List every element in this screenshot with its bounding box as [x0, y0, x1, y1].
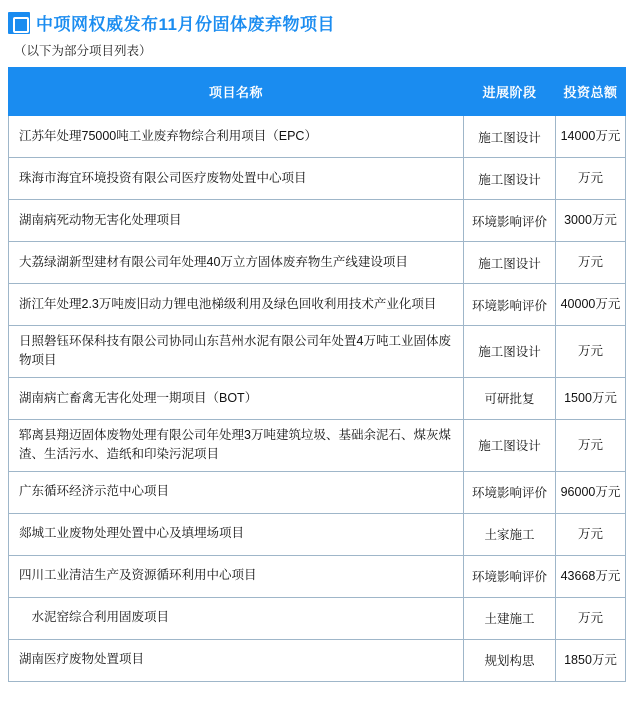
cell-project-name: 湖南病亡畜禽无害化处理一期项目（BOT） [9, 377, 464, 419]
square-badge-icon [8, 12, 30, 34]
cell-project-name: 日照磐钰环保科技有限公司协同山东莒州水泥有限公司年处置4万吨工业固体废物项目 [9, 326, 464, 378]
projects-table [8, 67, 626, 682]
cell-amount: 万元 [556, 326, 626, 378]
cell-amount: 40000万元 [556, 284, 626, 326]
table-header-row [9, 68, 626, 116]
page-header [0, 0, 633, 39]
table-row [9, 242, 626, 284]
cell-stage: 施工图设计 [464, 419, 556, 471]
table-row [9, 639, 626, 681]
cell-project-name: 珠海市海宜环境投资有限公司医疗废物处置中心项目 [9, 158, 464, 200]
cell-project-name: 湖南病死动物无害化处理项目 [9, 200, 464, 242]
cell-stage: 环境影响评价 [464, 200, 556, 242]
cell-amount: 万元 [556, 513, 626, 555]
table-row [9, 419, 626, 471]
cell-stage: 施工图设计 [464, 242, 556, 284]
cell-amount: 万元 [556, 158, 626, 200]
cell-stage: 可研批复 [464, 377, 556, 419]
cell-project-name: 郓离县翔迈固体废物处理有限公司年处理3万吨建筑垃圾、基础余泥石、煤灰煤渣、生活污水、造纸和印染污泥项目 [9, 419, 464, 471]
cell-amount: 万元 [556, 597, 626, 639]
cell-stage: 环境影响评价 [464, 471, 556, 513]
table-row [9, 284, 626, 326]
cell-project-name: 大荔绿湖新型建材有限公司年处理40万立方固体废弃物生产线建设项目 [9, 242, 464, 284]
page-title: 中项网权威发布11月份固体废弃物项目 [36, 15, 335, 34]
cell-stage: 环境影响评价 [464, 284, 556, 326]
cell-amount: 14000万元 [556, 116, 626, 158]
cell-amount: 1850万元 [556, 639, 626, 681]
cell-stage: 施工图设计 [464, 326, 556, 378]
cell-amount: 1500万元 [556, 377, 626, 419]
cell-stage: 施工图设计 [464, 158, 556, 200]
cell-stage: 环境影响评价 [464, 555, 556, 597]
cell-project-name: 水泥窑综合利用固废项目 [9, 597, 464, 639]
cell-project-name: 江苏年处理75000吨工业废弃物综合利用项目（EPC） [9, 116, 464, 158]
table-row [9, 513, 626, 555]
table-row [9, 158, 626, 200]
cell-amount: 3000万元 [556, 200, 626, 242]
cell-project-name: 四川工业清洁生产及资源循环利用中心项目 [9, 555, 464, 597]
table-header [9, 68, 626, 116]
cell-amount: 43668万元 [556, 555, 626, 597]
cell-project-name: 广东循环经济示范中心项目 [9, 471, 464, 513]
table-body [9, 116, 626, 682]
column-header-project-name: 项目名称 [9, 68, 464, 116]
cell-amount: 万元 [556, 419, 626, 471]
table-row [9, 597, 626, 639]
cell-stage: 土家施工 [464, 513, 556, 555]
table-row [9, 377, 626, 419]
cell-amount: 96000万元 [556, 471, 626, 513]
column-header-stage: 进展阶段 [464, 68, 556, 116]
cell-stage: 土建施工 [464, 597, 556, 639]
cell-stage: 施工图设计 [464, 116, 556, 158]
column-header-amount: 投资总额 [556, 68, 626, 116]
cell-project-name: 郯城工业废物处理处置中心及填埋场项目 [9, 513, 464, 555]
cell-amount: 万元 [556, 242, 626, 284]
cell-stage: 规划构思 [464, 639, 556, 681]
table-row [9, 200, 626, 242]
cell-project-name: 浙江年处理2.3万吨废旧动力锂电池梯级利用及绿色回收利用技术产业化项目 [9, 284, 464, 326]
cell-project-name: 湖南医疗废物处置项目 [9, 639, 464, 681]
table-row [9, 326, 626, 378]
page-subtitle: （以下为部分项目列表） [14, 44, 152, 58]
table-row [9, 471, 626, 513]
table-row [9, 555, 626, 597]
table-row [9, 116, 626, 158]
